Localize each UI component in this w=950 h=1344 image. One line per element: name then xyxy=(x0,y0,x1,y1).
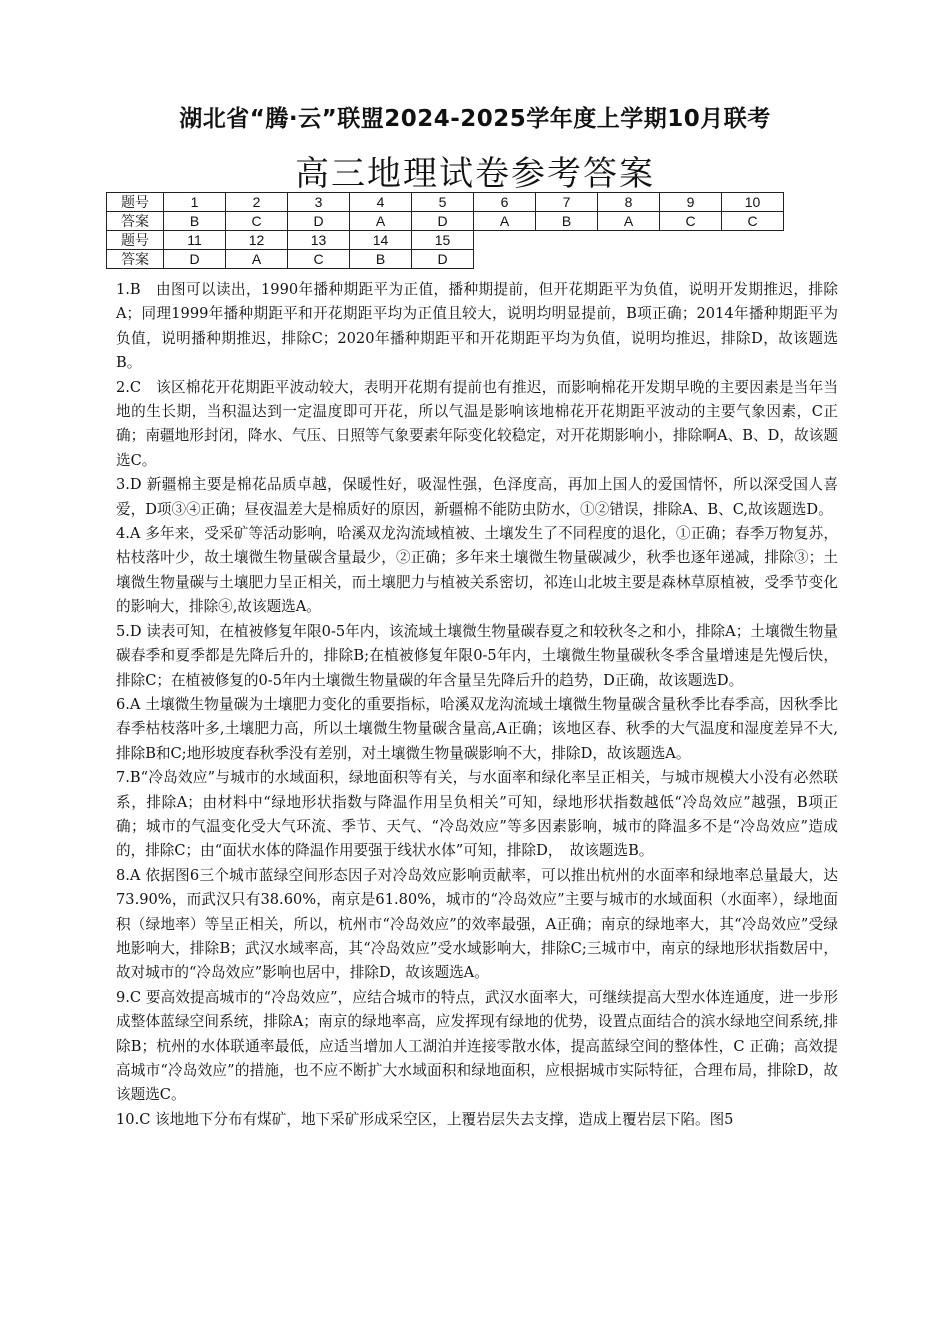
question-number: 2 xyxy=(226,193,288,212)
question-number: 4 xyxy=(350,193,412,212)
table-row xyxy=(107,193,784,212)
answer-cell: B xyxy=(536,212,598,231)
question-number: 1 xyxy=(164,193,226,212)
question-number: 15 xyxy=(412,231,474,250)
row-label-answer: 答案 xyxy=(107,212,164,231)
row-label-question: 题号 xyxy=(107,231,164,250)
explanation-item: 1.B 由图可以读出，1990年播种期距平为正值，播种期提前，但开花期距平为负值，说明开发期推迟，排除A；同理1999年播种期距平和开花期距平均为正值且较大，说明均明显提前，B项正确；2014年播种期距平为负值，说明播种期推迟，排除C；2020年播种期距平和开花期距平均为负值，说明均推迟，排除D，故该题选B。 xyxy=(116,281,838,372)
empty-cell xyxy=(474,250,784,269)
answer-cell: C xyxy=(288,250,350,269)
table-row xyxy=(107,231,784,250)
answer-cell: A xyxy=(474,212,536,231)
explanation-item: 6.A 土壤微生物量碳为土壤肥力变化的重要指标，哈溪双龙沟流域土壤微生物量碳含量秋季比春季高，因秋季比春季枯枝落叶多,土壤肥力高，所以土壤微生物量碳含量高,A正确；该地区春、秋季的大气温度和湿度差异不大,排除B和C;地形坡度春秋季没有差别，对土壤微生物量碳影响不大，排除D，故该题选A。 xyxy=(116,695,838,762)
row-label-answer: 答案 xyxy=(107,250,164,269)
explanation-item: 10.C 该地地下分布有煤矿，地下采矿形成采空区，上覆岩层失去支撑，造成上覆岩层下陷。图5 xyxy=(116,1110,734,1128)
question-number: 12 xyxy=(226,231,288,250)
answer-cell: C xyxy=(226,212,288,231)
answer-cell: D xyxy=(164,250,226,269)
answer-cell: B xyxy=(164,212,226,231)
question-number: 11 xyxy=(164,231,226,250)
explanation-item: 4.A 多年来，受采矿等活动影响，哈溪双龙沟流域植被、土壤发生了不同程度的退化，①正确；春季万物复苏，枯枝落叶少，故土壤微生物量碳含量最少，②正确；多年来土壤微生物量碳减少，秋季也逐年递减，排除③；土壤微生物量碳与土壤肥力呈正相关，而土壤肥力与植被关系密切，祁连山北坡主要是森林草原植被，受季节变化的影响大，排除④,故该题选A。 xyxy=(116,525,838,616)
answer-cell: D xyxy=(412,212,474,231)
answer-cell: C xyxy=(660,212,722,231)
explanation-item: 5.D 读表可知，在植被修复年限0-5年内，该流域土壤微生物量碳春夏之和较秋冬之和小，排除A；土壤微生物量碳春季和夏季都是先降后升的，排除B;在植被修复年限0-5年内，土壤微生物量碳秋冬季含量增速是先慢后快，排除C；在植被修复的0-5年内土壤微生物量碳的年含量呈先降后升的趋势，D正确，故该题选D。 xyxy=(116,622,838,689)
answer-cell: B xyxy=(350,250,412,269)
answer-cell: D xyxy=(412,250,474,269)
explanation-item: 3.D 新疆棉主要是棉花品质卓越，保暖性好，吸湿性强，色泽度高，再加上国人的爱国情怀，所以深受国人喜爱，D项③④正确；昼夜温差大是棉质好的原因，新疆棉不能防虫防水，①②错误，排除A、B、C,故该题选D。 xyxy=(116,476,838,518)
table-row xyxy=(107,212,784,231)
answer-cell: A xyxy=(598,212,660,231)
answer-cell: D xyxy=(288,212,350,231)
question-number: 7 xyxy=(536,193,598,212)
question-number: 9 xyxy=(660,193,722,212)
empty-cell xyxy=(474,231,784,250)
explanation-item: 2.C 该区棉花开花期距平波动较大，表明开花期有提前也有推迟，而影响棉花开发期早晚的主要因素是当年当地的生长期，当积温达到一定温度即可开花，所以气温是影响该地棉花开花期距平波动的主要气象因素，C正确；南疆地形封闭，降水、气压、日照等气象要素年际变化较稳定，对开花期影响小，排除啊A、B、D，故该题选C。 xyxy=(116,378,838,469)
question-number: 10 xyxy=(722,193,784,212)
answer-key-title: 高三地理试卷参考答案 xyxy=(295,154,655,194)
question-number: 13 xyxy=(288,231,350,250)
explanations xyxy=(116,278,838,1132)
table-row xyxy=(107,250,784,269)
question-number: 6 xyxy=(474,193,536,212)
explanation-item: 9.C 要高效提高城市的“冷岛效应”，应结合城市的特点，武汉水面率大，可继续提高大型水体连通度，进一步形成整体蓝绿空间系统，排除A；南京的绿地率高，应发挥现有绿地的优势，设置点面结合的滨水绿地空间系统,排除B；杭州的水体联通率最低，应适当增加人工湖泊并连接零散水体，提高蓝绿空间的整体性，C 正确；高效提高城市“冷岛效应”的措施，也不应不断扩大水域面积和绿地面积，应根据城市实际特征，合理布局，排除D，故该题选C。 xyxy=(116,988,838,1104)
question-number: 3 xyxy=(288,193,350,212)
question-number: 14 xyxy=(350,231,412,250)
answer-table xyxy=(106,192,784,269)
explanation-item: 8.A 依据图6三个城市蓝绿空间形态因子对冷岛效应影响贡献率，可以推出杭州的水面率和绿地率总量最大，达73.90%，而武汉只有38.60%，南京是61.80%，城市的“冷岛效应”主要与城市的水域面积（水面率），绿地面积（绿地率）等呈正相关，所以，杭州市“冷岛效应”的效率最强，A正确；南京的绿地率大，其“冷岛效应”受绿地影响大，排除B；武汉水域率高，其“冷岛效应”受水域影响大，排除C;三城市中，南京的绿地形状指数居中，故对城市的“冷岛效应”影响也居中，排除D，故该题选A。 xyxy=(116,866,838,982)
answer-cell: C xyxy=(722,212,784,231)
exam-title: 湖北省“腾·云”联盟2024-2025学年度上学期10月联考 xyxy=(179,106,771,132)
explanation-item: 7.B“冷岛效应”与城市的水域面积，绿地面积等有关，与水面率和绿化率呈正相关，与城市规模大小没有必然联系，排除A；由材料中“绿地形状指数与降温作用呈负相关”可知，绿地形状指数越低“冷岛效应”越强，B项正确；城市的气温变化受大气环流、季节、天气、“冷岛效应”等多因素影响，城市的降温多不是“冷岛效应”造成的，排除C；由“面状水体的降温作用要强于线状水体”可知，排除D， 故该题选B。 xyxy=(116,769,838,860)
row-label-question: 题号 xyxy=(107,193,164,212)
answer-cell: A xyxy=(226,250,288,269)
answer-cell: A xyxy=(350,212,412,231)
question-number: 5 xyxy=(412,193,474,212)
question-number: 8 xyxy=(598,193,660,212)
